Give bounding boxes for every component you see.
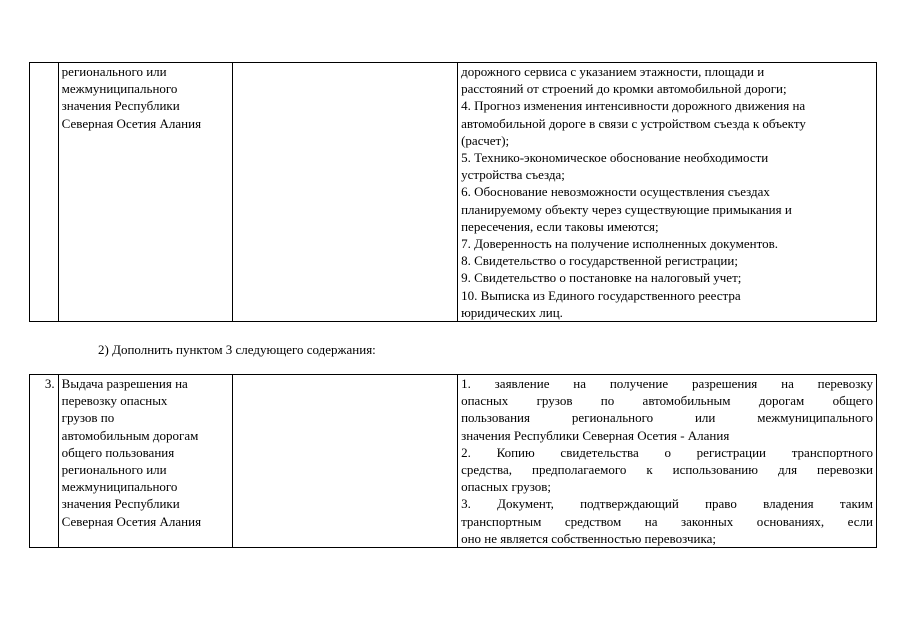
service-name-line: Северная Осетия Алания xyxy=(61,115,202,131)
document-line: (расчет); xyxy=(461,132,510,148)
table-row xyxy=(30,375,877,548)
documents-cell xyxy=(458,375,877,548)
service-name-line: регионального или xyxy=(61,462,167,478)
document-line: 2. Копию свидетельства о регистрации транспортного xyxy=(461,444,873,460)
document-line: 7. Доверенность на получение исполненных документов. xyxy=(461,236,778,252)
document-line: 5. Технико-экономическое обоснование необходимости xyxy=(461,150,769,166)
document-line: оно не является собственностью перевозчика; xyxy=(461,530,716,546)
amendment-heading: 2) Дополнить пунктом 3 следующего содержания: xyxy=(98,342,376,357)
document-line: пользования регионального или межмуниципального xyxy=(461,410,873,426)
document-line: планируемому объекту через существующие примыкания и xyxy=(461,201,792,217)
service-name-line: автомобильным дорогам xyxy=(61,427,199,443)
middle-empty-cell xyxy=(232,375,457,548)
document-line: 6. Обоснование невозможности осуществления съездах xyxy=(461,184,770,200)
service-name-line: регионального или xyxy=(61,64,167,79)
document-line: дорожного сервиса с указанием этажности, площади и xyxy=(461,64,765,79)
service-name-cell xyxy=(58,63,232,322)
service-name-line: межмуниципального xyxy=(61,81,178,97)
service-name-line: грузов по xyxy=(61,410,115,426)
table-row xyxy=(30,63,877,322)
service-name-line: Северная Осетия Алания xyxy=(61,513,202,529)
service-name-line: перевозку опасных xyxy=(61,393,168,409)
document-line: транспортным средством на законных основаниях, если xyxy=(461,513,873,529)
table-top xyxy=(29,62,877,322)
row-number-cell: 3. xyxy=(30,375,59,548)
document-line: 9. Свидетельство о постановке на налоговый учет; xyxy=(461,270,742,286)
document-line: юридических лиц. xyxy=(461,304,563,320)
row-number-cell xyxy=(30,63,59,322)
document-line: опасных грузов по автомобильным дорогам общего xyxy=(461,393,873,409)
document-line: 8. Свидетельство о государственной регистрации; xyxy=(461,253,738,269)
document-line: автомобильной дороге в связи с устройством съезда к объекту xyxy=(461,115,806,131)
document-line: расстояний от строений до кромки автомобильной дороги; xyxy=(461,81,787,97)
service-name-line: межмуниципального xyxy=(61,479,178,495)
document-line: устройства съезда; xyxy=(461,167,565,183)
document-line: пересечения, если таковы имеются; xyxy=(461,218,659,234)
service-name-line: значения Республики xyxy=(61,98,180,114)
document-line: 4. Прогноз изменения интенсивности дорожного движения на xyxy=(461,98,806,114)
document-line: 1. заявление на получение разрешения на перевозку xyxy=(461,376,873,391)
service-name-cell xyxy=(58,375,232,548)
documents-cell xyxy=(458,63,877,322)
document-line: средства, предполагаемого к использованию для перевозки xyxy=(461,462,873,478)
document-line: 10. Выписка из Единого государственного реестра xyxy=(461,287,741,303)
document-line: значения Республики Северная Осетия - Алания xyxy=(461,427,730,443)
document-line: опасных грузов; xyxy=(461,479,552,495)
service-name-line: Выдача разрешения на xyxy=(61,376,188,391)
middle-empty-cell xyxy=(232,63,457,322)
service-name-line: общего пользования xyxy=(61,444,175,460)
service-name-line: значения Республики xyxy=(61,496,180,512)
table-bottom xyxy=(29,374,877,548)
document-line: 3. Документ, подтверждающий право владения таким xyxy=(461,496,873,512)
